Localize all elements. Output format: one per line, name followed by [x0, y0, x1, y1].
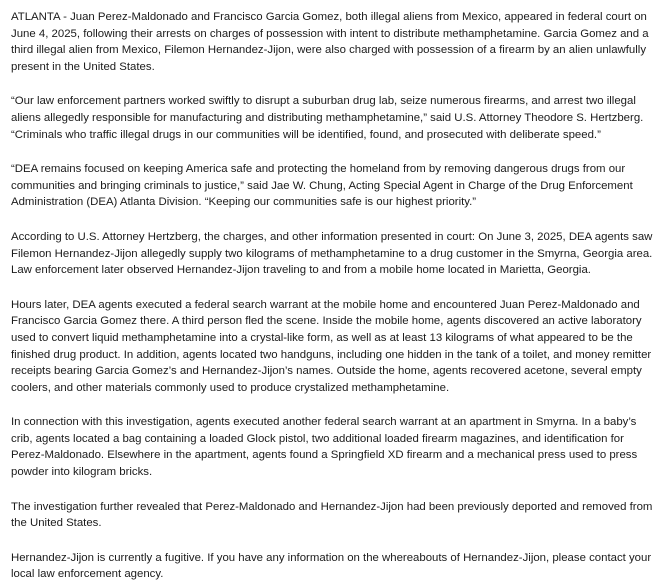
- paragraph-search-apartment: In connection with this investigation, agents executed another federal search warrant at an apartment in Smyrna. In a baby’s crib, agents located a bag containing a loaded Glock pistol, two additional loaded firearm magazines, and identification for Perez-Maldonado. Elsewhere in the apartment, agents found a Springfield XD firearm and a mechanical press used to press powder into kilogram bricks.: [11, 416, 638, 479]
- paragraph-intro: ATLANTA - Juan Perez-Maldonado and Francisco Garcia Gomez, both illegal aliens from Mexico, appeared in federal court on June 4, 2025, following their arrests on charges of possession with intent to distribute methamphetamine. Garcia Gomez and a third illegal alien from Mexico, Filemon Hernandez-Jijon, were also charged with possession of a firearm by an alien unlawfully present in the United States.: [11, 11, 649, 73]
- paragraph-search-mobile-home: Hours later, DEA agents executed a federal search warrant at the mobile home and encountered Juan Perez-Maldonado and Francisco Garcia Gomez there. A third person fled the scene. Inside the mobile home, agents discovered an active laboratory used to convert liquid methamphetamine into a crystal-like form, as well as at least 13 kilograms of what appeared to be the finished drug product. In addition, agents located two handguns, including one hidden in the tank of a toilet, and money remitter receipts bearing Garcia Gomez’s and Hernandez-Jijon’s names. Outside the home, agents recovered acetone, several empty coolers, and other materials commonly used to produce crystalized methamphetamine.: [11, 298, 652, 394]
- paragraph-deportation: The investigation further revealed that Perez-Maldonado and Hernandez-Jijon had been previously deported and removed from the United States.: [11, 500, 653, 530]
- paragraph-dea-quote: “DEA remains focused on keeping America safe and protecting the homeland from by removing dangerous drugs from our communities and bringing criminals to justice,” said Jae W. Chung, Acting Special Agent in Charge of the Drug Enforcement Administration (DEA) Atlanta Division. “Keeping our communities safe is our highest priority.”: [11, 163, 633, 209]
- paragraph-fugitive: Hernandez-Jijon is currently a fugitive. If you have any information on the whereabouts of Hernandez-Jijon, please contact your local law enforcement agency.: [11, 551, 652, 581]
- paragraph-charges: According to U.S. Attorney Hertzberg, the charges, and other information presented in court: On June 3, 2025, DEA agents saw Filemon Hernandez-Jijon allegedly supply two kilograms of methamphetamine to a drug customer in the Smyrna, Georgia area. Law enforcement later observed Hernandez-Jijon traveling to and from a mobile home located in Marietta, Georgia.: [11, 230, 653, 277]
- paragraph-attorney-quote: “Our law enforcement partners worked swiftly to disrupt a suburban drug lab, seize numerous firearms, and arrest two illegal aliens allegedly responsible for manufacturing and distributing methamphetamine,” said U.S. Attorney Theodore S. Hertzberg. “Criminals who traffic illegal drugs in our communities will be identified, found, and prosecuted with deliberate speed.”: [11, 95, 644, 141]
- press-release-body: [11, 9, 653, 583]
